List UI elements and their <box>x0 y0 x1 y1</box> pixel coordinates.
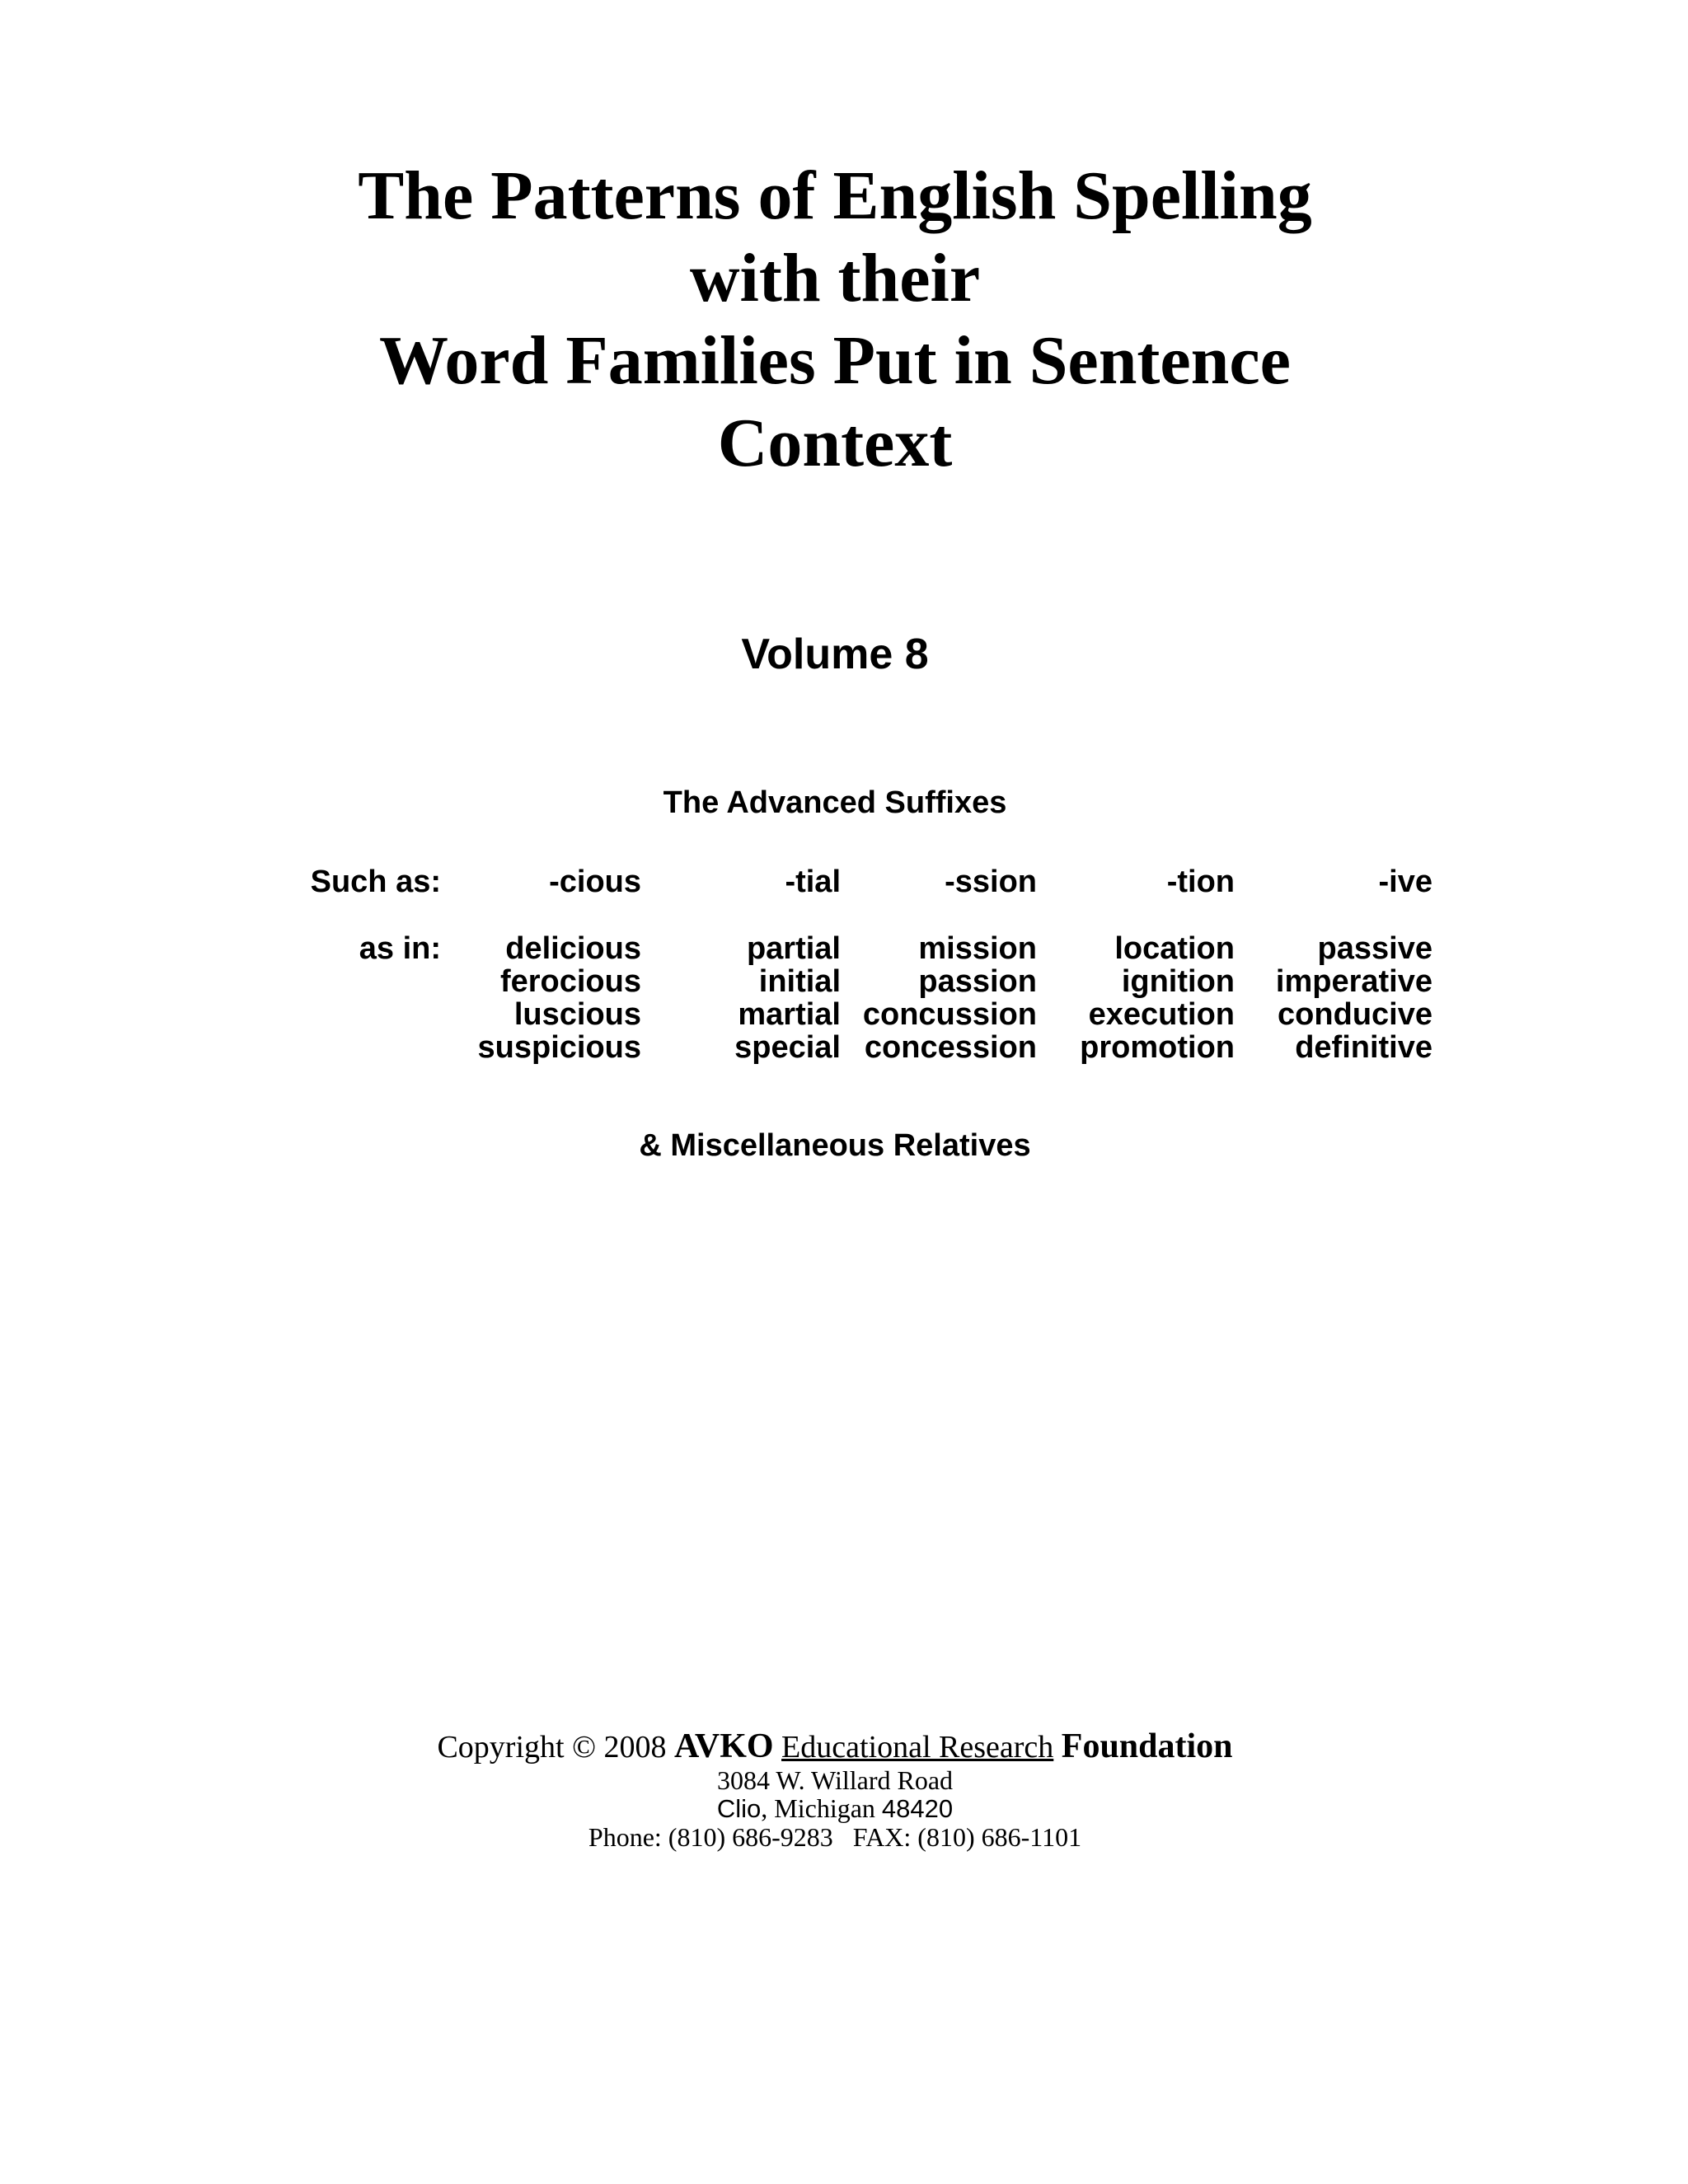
address-city: Clio <box>716 1794 762 1823</box>
copyright-prefix: Copyright © 2008 <box>437 1730 667 1765</box>
suffix-row-label: Such as: <box>310 865 441 899</box>
example-word: passive <box>1317 931 1432 966</box>
contact-line <box>0 1823 1670 1851</box>
example-word: luscious <box>513 997 641 1032</box>
suffix-cell: -ive <box>1378 865 1432 899</box>
example-word: partial <box>746 931 841 966</box>
example-word: imperative <box>1275 964 1432 999</box>
example-word: martial <box>738 997 841 1032</box>
example-word: delicious <box>505 931 641 966</box>
example-word: initial <box>758 964 841 999</box>
example-word: ferocious <box>499 964 641 999</box>
suffix-cell: -tion <box>1166 865 1235 899</box>
document-title <box>0 155 1670 485</box>
copyright-line <box>0 1727 1670 1766</box>
volume-heading: Volume 8 <box>741 630 929 678</box>
example-word: concession <box>864 1030 1037 1065</box>
subtitle-heading: The Advanced Suffixes <box>663 785 1007 820</box>
example-word: concussion <box>862 997 1037 1032</box>
address-zip: 48420 <box>881 1794 954 1823</box>
title-line-2: with their <box>689 240 981 316</box>
address-city-line <box>0 1794 1670 1823</box>
suffix-cell: -cious <box>549 865 641 899</box>
example-word: definitive <box>1295 1030 1432 1065</box>
example-word: special <box>734 1030 841 1065</box>
example-word: conducive <box>1278 997 1432 1032</box>
example-word: passion <box>918 964 1037 999</box>
example-word: location <box>1114 931 1235 966</box>
title-line-1: The Patterns of English Spelling <box>358 157 1312 234</box>
example-word: suspicious <box>477 1030 641 1065</box>
title-line-4: Context <box>717 405 953 481</box>
example-row-label: as in: <box>359 931 441 966</box>
brand-foundation: Foundation <box>1061 1727 1233 1765</box>
suffix-cell: -ssion <box>945 865 1037 899</box>
example-word: execution <box>1088 997 1235 1032</box>
fax-number: FAX: (810) 686-1101 <box>852 1822 1082 1852</box>
example-word: promotion <box>1080 1030 1235 1065</box>
address-street: 3084 W. Willard Road <box>716 1765 954 1795</box>
misc-relatives-heading: & Miscellaneous Relatives <box>639 1128 1031 1163</box>
example-word: ignition <box>1121 964 1235 999</box>
phone-number: Phone: (810) 686-9283 <box>588 1822 833 1852</box>
title-line-3: Word Families Put in Sentence <box>379 322 1291 399</box>
example-word: mission <box>918 931 1037 966</box>
brand-avko: AVKO <box>673 1727 774 1765</box>
suffix-cell: -tial <box>785 865 841 899</box>
brand-educational-research: Educational Research <box>781 1730 1054 1765</box>
copyright-block <box>0 1727 1670 1851</box>
address-state: , Michigan <box>761 1793 875 1823</box>
